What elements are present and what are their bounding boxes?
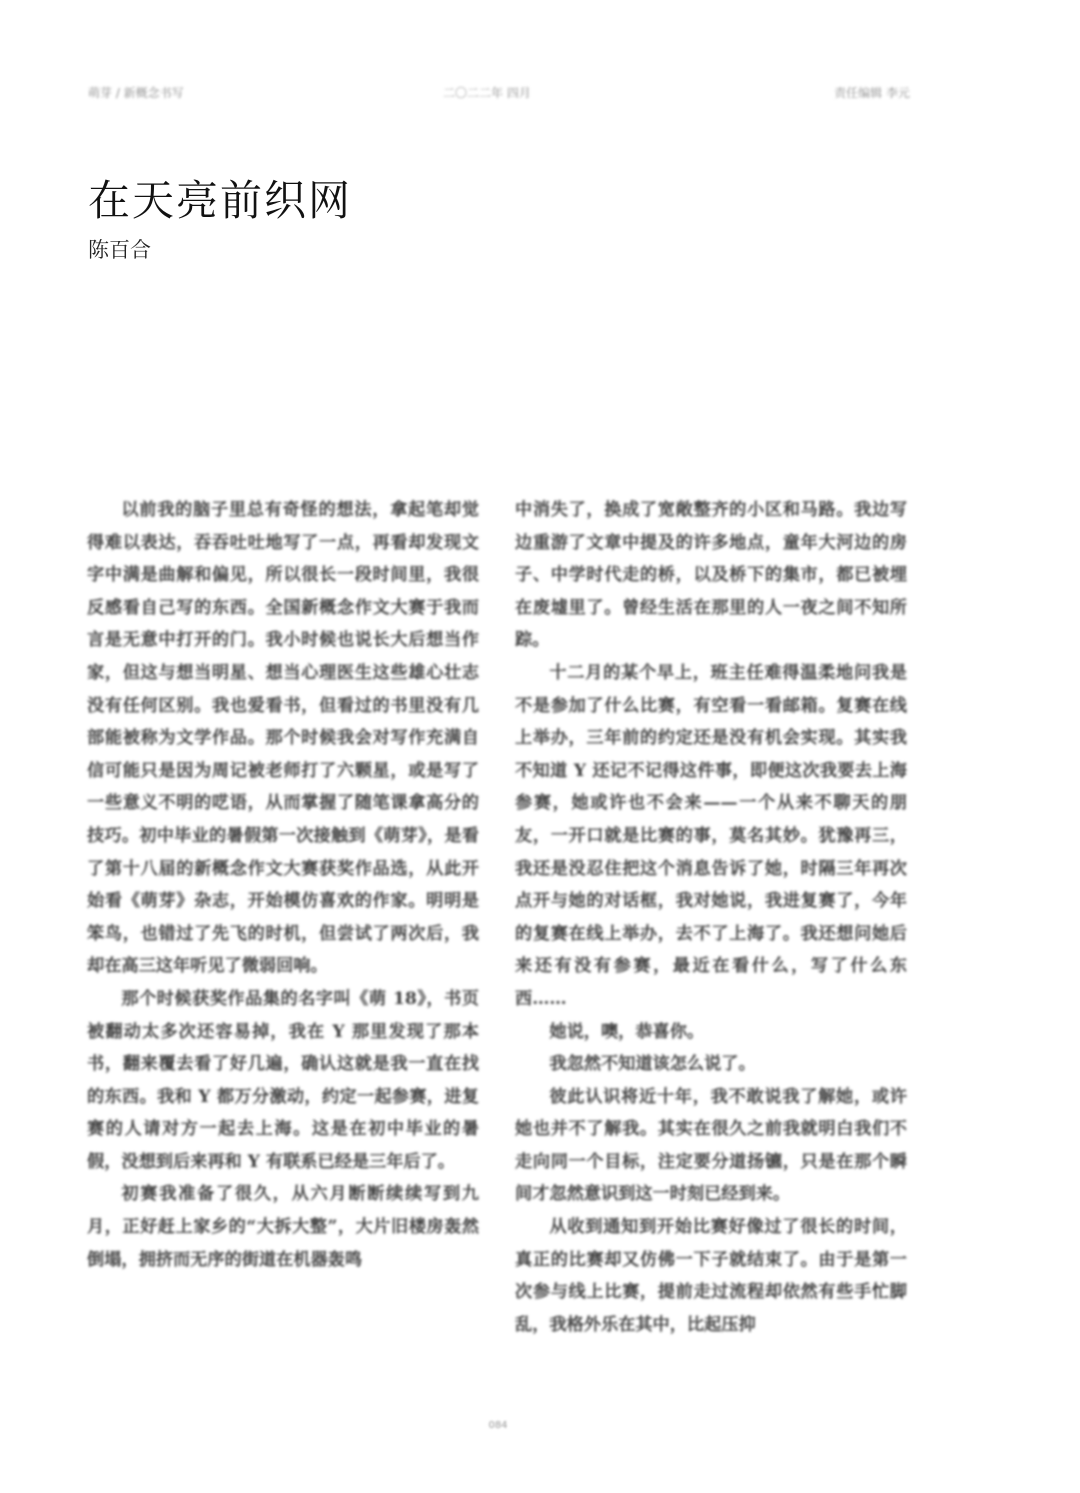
- paragraph: 她说，噢，恭喜你。: [549, 1021, 705, 1042]
- running-header: [88, 84, 910, 100]
- paragraph: 我忽然不知道该怎么说了。: [549, 1054, 756, 1075]
- paragraph: 以前我的脑子里总有奇怪的想法，拿起笔却觉得难以表达，吞吞吐吐地写了一点，再看却发现文字中满是曲解和偏见，所以很长一段时间里，我很反感看自己写的东西。全国新概念作文大赛于我而言是无意中打开的门。我小时候也说长大后想当作家，但这与想当明星、想当心理医生这些雄心壮志没有任何区别。我也爱看书，但看过的书里没有几部能被称为文学作品。那个时候我会对写作充满自信可能只是因为周记被老师打了六颗星，或是写了一些意义不明的呓语，从而掌握了随笔课拿高分的技巧。初中毕业的暑假第一次接触到《萌芽》，是看了第十八届的新概念作文大赛获奖作品选，从此开始看《萌芽》杂志，开始模仿喜欢的作家。明明是笨鸟，也错过了先飞的时机，但尝试了两次后，我却在高三这年听见了微弱回响。: [87, 500, 479, 977]
- article-author: 陈百合: [88, 238, 151, 262]
- body-column-left: [87, 494, 479, 1374]
- page-number: 084: [488, 1420, 508, 1431]
- paragraph: 初赛我准备了很久，从六月断断续续写到九月，正好赶上家乡的“大拆大整”，大片旧楼房轰然倒塌，拥挤而无序的街道在机器轰鸣: [87, 1184, 479, 1270]
- header-issue-date: 二〇二二年 四月: [443, 86, 531, 100]
- article-title: 在天亮前织网: [88, 176, 353, 225]
- header-editor: 责任编辑 李元: [834, 86, 910, 100]
- paragraph: 从收到通知到开始比赛好像过了很长的时间，真正的比赛却又仿佛一下子就结束了。由于是第一次参与线上比赛，提前走过流程却依然有些手忙脚乱，我格外乐在其中，比起压抑: [515, 1217, 907, 1335]
- paragraph: 彼此认识将近十年，我不敢说我了解她，或许她也并不了解我。其实在很久之前我就明白我们不走向同一个目标，注定要分道扬镳，只是在那个瞬间才忽然意识到这一时刻已经到来。: [515, 1086, 907, 1205]
- paragraph-continued: 中消失了，换成了宽敞整齐的小区和马路。我边写边重游了文章中提及的许多地点，童年大河边的房子、中学时代走的桥，以及桥下的集市，都已被埋在废墟里了。曾经生活在那里的人一夜之间不知所踪。: [515, 500, 907, 651]
- body-column-right: [515, 494, 907, 1374]
- header-column-name: 萌芽 / 新概念书写: [88, 86, 184, 100]
- paragraph: 十二月的某个早上，班主任难得温柔地问我是不是参加了什么比赛，有空看一看邮箱。复赛在线上举办，三年前的约定还是没有机会实现。其实我不知道 Y 还记不记得这件事，即便这次我要去上海参赛，她或许也不会来——一个从来不聊天的朋友，一开口就是比赛的事，莫名其妙。犹豫再三，我还是没忍住把这个消息告诉了她，时隔三年再次点开与她的对话框，我对她说，我进复赛了，今年的复赛在线上举办，去不了上海了。我还想问她后来还有没有参赛，最近在看什么，写了什么东西……: [515, 662, 907, 1009]
- paragraph: 那个时候获奖作品集的名字叫《萌 18》，书页被翻动太多次还容易掉，我在 Y 那里发现了那本书，翻来覆去看了好几遍，确认这就是我一直在找的东西。我和 Y 都万分激动，约定一起参赛，进复赛的人请对方一起去上海。这是在初中毕业的暑假，没想到后来再和 Y 有联系已经是三年后了。: [87, 988, 479, 1172]
